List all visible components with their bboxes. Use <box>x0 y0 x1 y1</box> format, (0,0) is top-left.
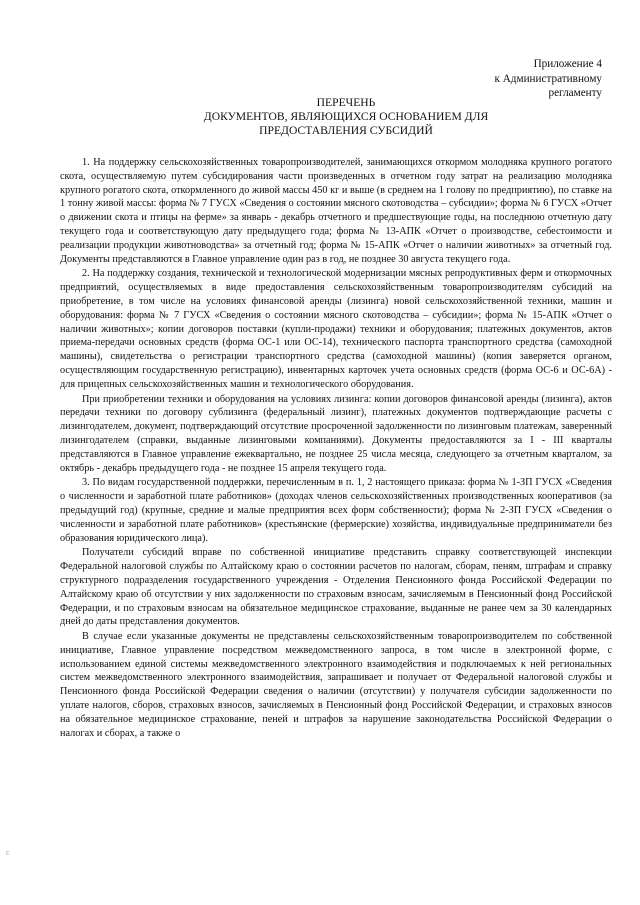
paragraph: 3. По видам государственной поддержки, перечисленным в п. 1, 2 настоящего приказа: форма № 1-ЗП ГУСХ «Сведения о численности и заработной плате работников» (доходах членов сельскохозяйственных производственных кооперативов (за предыдущий год) (крупные, средние и малые предприятия всех форм собственности); форма № 2-ЗП ГУСХ «Сведения о численности и заработной плате работников» (крестьянские (фермерские) хозяйства, индивидуальные предприниматели без образования юридического лица). <box>60 477 612 544</box>
title-line: ДОКУМЕНТОВ, ЯВЛЯЮЩИХСЯ ОСНОВАНИЕМ ДЛЯ <box>203 110 489 123</box>
paragraph: 1. На поддержку сельскохозяйственных товаропроизводителей, занимающихся откормом молодняка крупного рогатого скота, осуществляемую путем субсидирования части произведенных в отчетном году затрат на реализацию молодняка крупного рогатого скота, откормленного до живой массы 450 кг и выше (в среднем на 1 голову по предприятию), по ставке на 1 тонну живой массы: форма № 7 ГУСХ «Сведения о состоянии мясного скотоводства – субсидии»; форма № 6 ГУСХ «Отчет о движении скота и птицы на ферме» за январь - декабрь отчетного и предшествующие годы, на последнюю отчетную дату текущего года и соответствующую дату предыдущего года; форма № 13-АПК «Отчет о производстве, себестоимости и реализации продукции животноводства» за отчетный год; форма № 15-АПК «Отчет о наличии животных» за отчетный год. Документы представляются в Главное управление один раз в год, не позднее 30 августа текущего года. <box>60 157 612 265</box>
appendix-line: к Административному <box>494 72 602 85</box>
appendix-line: Приложение 4 <box>533 58 602 70</box>
paragraph: 2. На поддержку создания, технической и технологической модернизации мясных репродуктивных ферм и откормочных предприятий, осуществляемых в виде предоставления сельскохозяйственным товаропроизводителям субсидий на приобретение, в том числе на условиях финансовой аренды (лизинга) новой сельскохозяйственной техники, машин и оборудования: форма № 7 ГУСХ «Сведения о состоянии мясного скотоводства – субсидии»; форма № 15-АПК «Отчет о наличии животных»; копии договоров поставки (купли-продажи) техники и оборудования; платежных документов, актов приема-передачи основных средств (форма ОС-1 или ОС-14), технического паспорта транспортного средства (самоходной машины), свидетельства о регистрации транспортного средства (самоходной машины) (копия заверяется органом, осуществляющим государственную регистрацию), инвентарных карточек учета основных средств (форма ОС-6 и ОС-6А) - для прицепных сельскохозяйственных машин и технологического оборудования. <box>60 268 612 390</box>
document-body <box>60 156 612 740</box>
appendix-note <box>494 57 602 101</box>
title-line: ПЕРЕЧЕНЬ <box>316 96 376 109</box>
document-title <box>60 96 612 138</box>
paragraph: Получатели субсидий вправе по собственной инициативе представить справку соответствующей инспекции Федеральной налоговой службы по Алтайскому краю о состоянии расчетов по налогам, сборам, пеням, штрафам и справку структурного подразделения государственного учреждения - Отделения Пенсионного фонда Российской Федерации по Алтайскому краю об отсутствии у них задолженности по страховым взносам, зачисляемым в Пенсионный фонд Российской Федерации, и по страховым взносам на обязательное медицинское страхование, выданные не ранее чем за 30 календарных дней до даты представления документов. <box>60 547 612 628</box>
paragraph: В случае если указанные документы не представлены сельскохозяйственным товаропроизводителем по собственной инициативе, Главное управление посредством межведомственного запроса, в том числе в электронной форме, с использованием единой системы межведомственного электронного взаимодействия и подключаемых к ней региональных систем межведомственного электронного взаимодействия, запрашивает и получает от Федеральной налоговой службы и Пенсионного фонда Российской Федерации сведения о наличии (отсутствии) у получателя субсидии задолженности по уплате налогов, сборов, страховых взносов, зачисляемых в Пенсионный фонд Российской Федерации, и страховых взносов на обязательное медицинское страхование, пеней и штрафов за нарушение законодательства Российской Федерации о налогах и сборах, а также о <box>60 631 612 739</box>
title-line: ПРЕДОСТАВЛЕНИЯ СУБСИДИЙ <box>259 124 433 137</box>
paragraph: При приобретении техники и оборудования на условиях лизинга: копии договоров финансовой аренды (лизинга), актов передачи техники по договору сублизинга (федеральный лизинг), платежных документов подтверждающие расчеты с лизингодателем, документ, подтверждающий отсутствие просроченной задолженности по лизинговым платежам, заверенный лизингодателем (справки, выданные лизинговыми компаниями). Документы предоставляются за I - III кварталы представляются в Главное управление ежеквартально, не позднее 25 числа месяца, следующего за отчетным кварталом, за октябрь - декабрь предыдущего года - не позднее 15 апреля текущего года. <box>60 393 612 474</box>
margin-mark: c <box>6 848 10 857</box>
appendix-line: регламенту <box>548 87 602 100</box>
